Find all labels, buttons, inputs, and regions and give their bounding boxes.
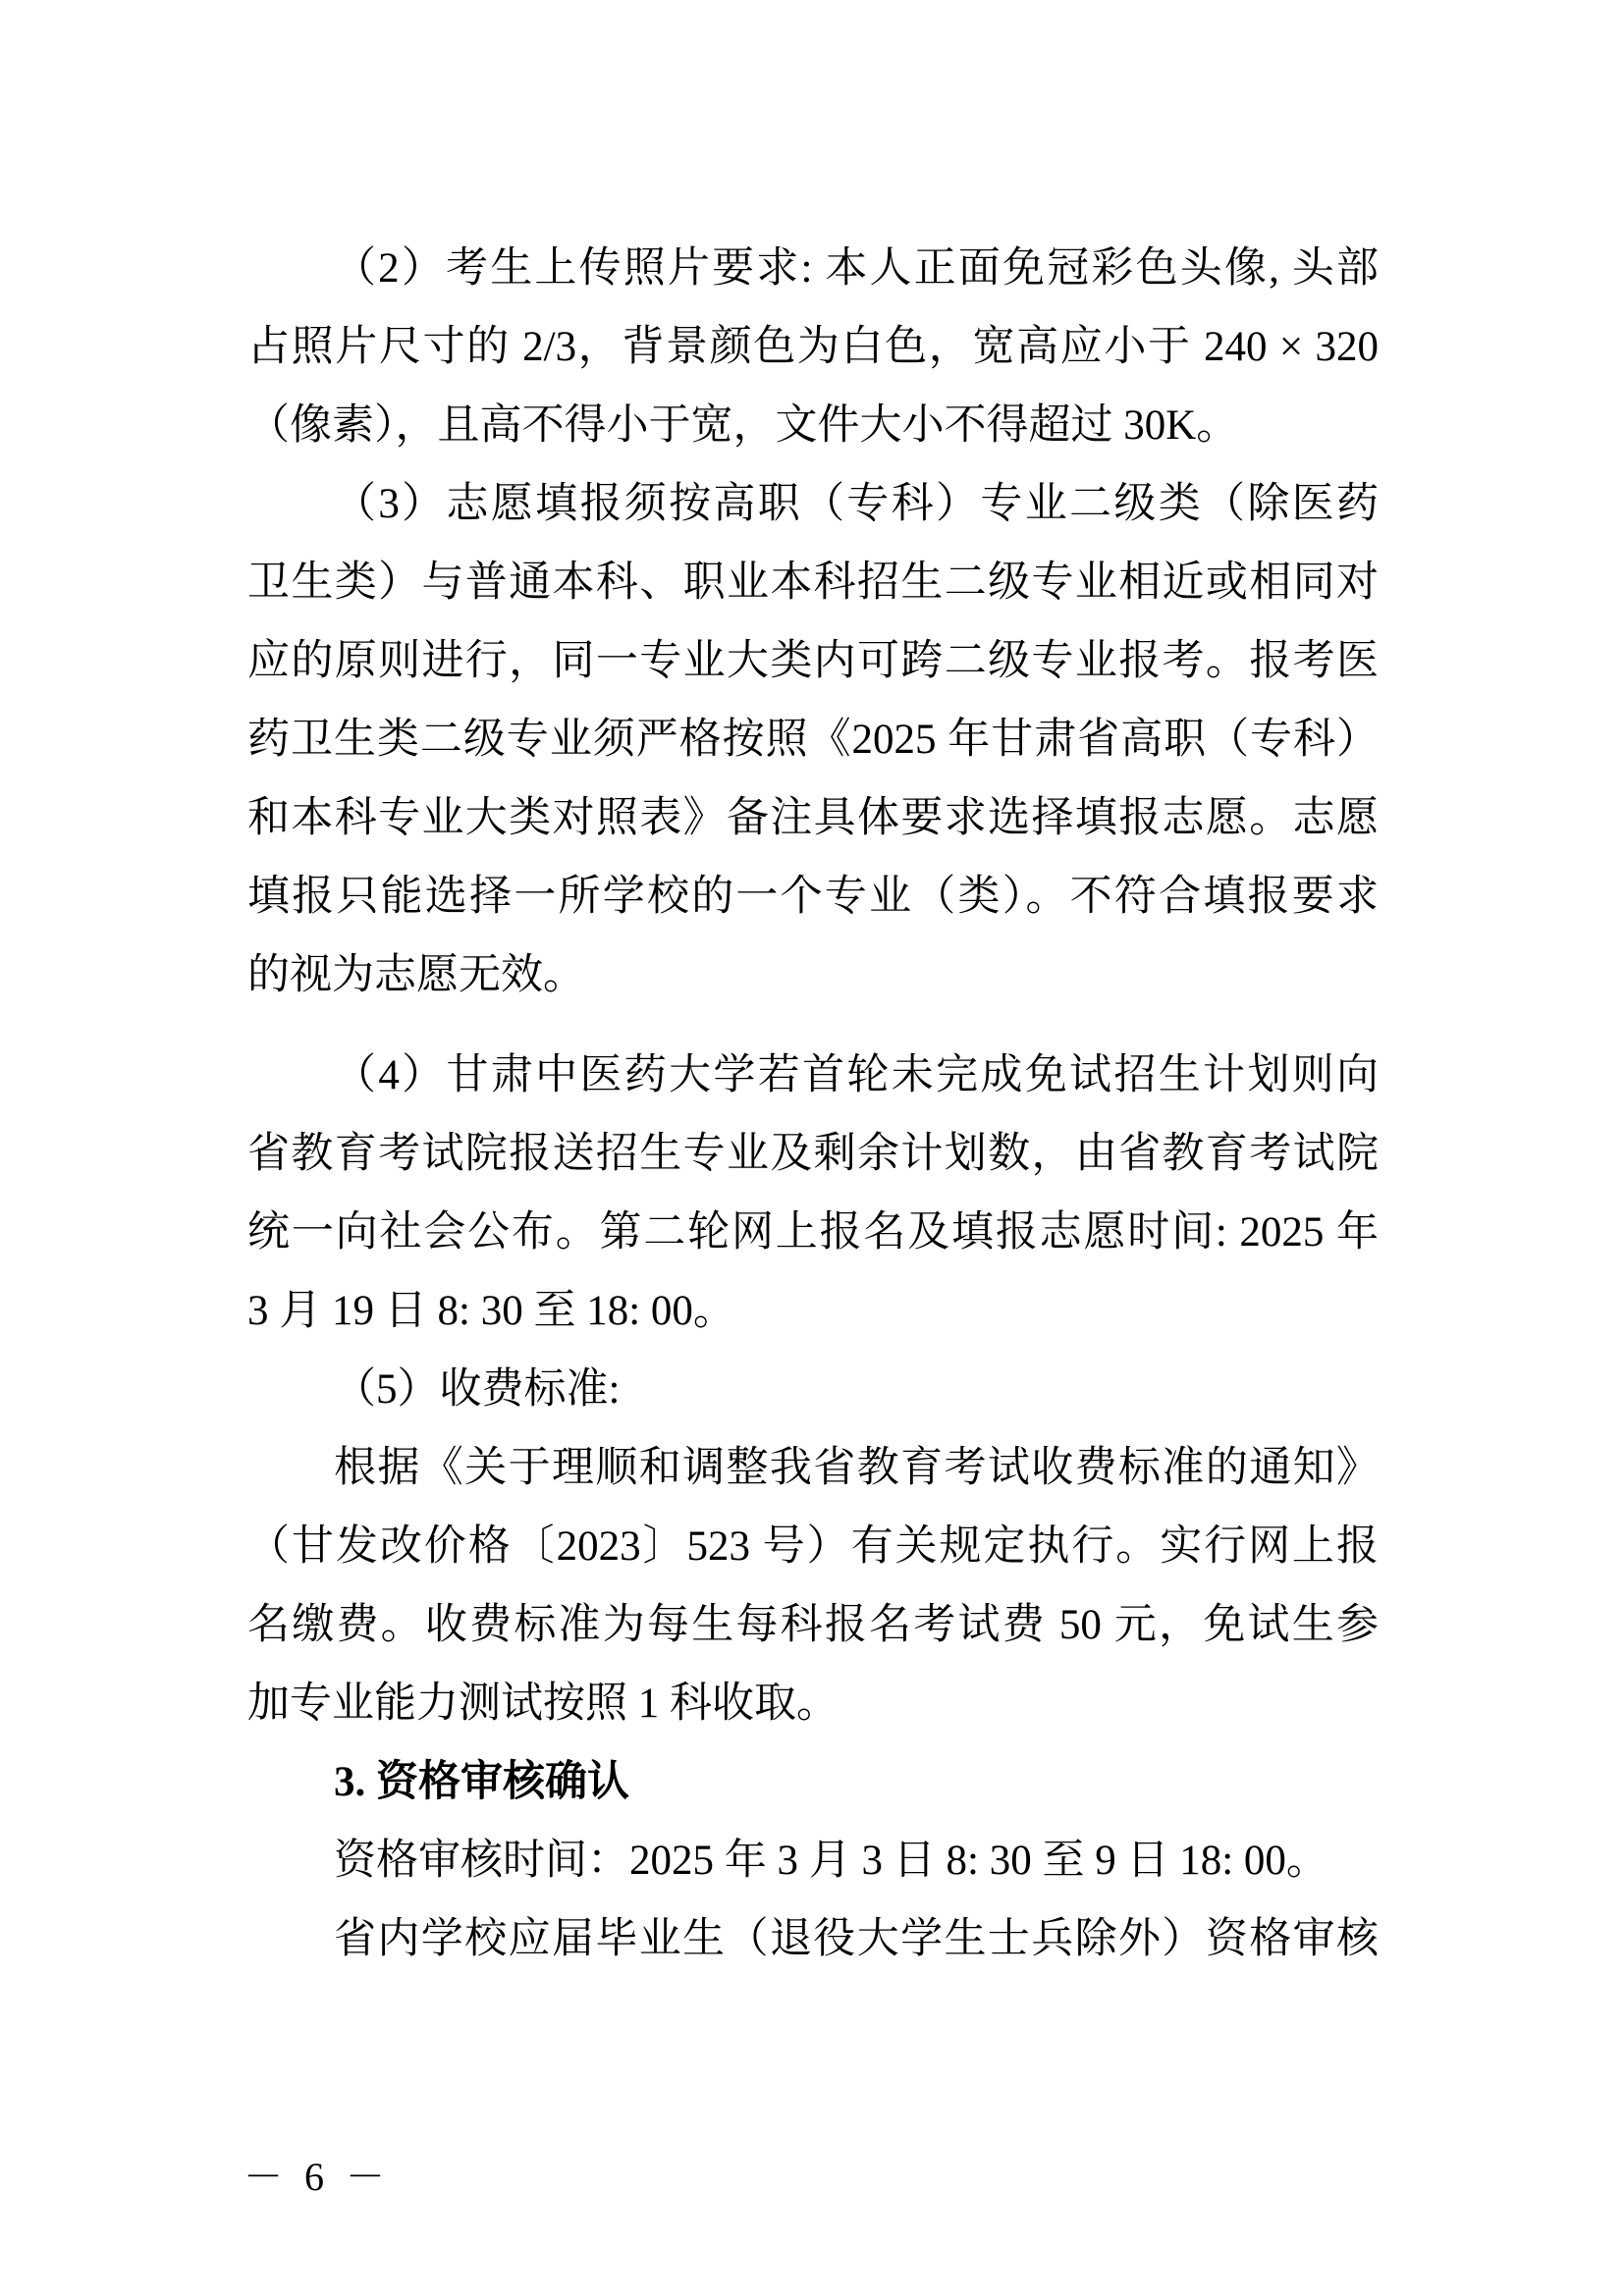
text-line: 药卫生类二级专业须严格按照《2025 年甘肃省高职（专科）	[247, 717, 1379, 763]
document-body	[247, 230, 1379, 1979]
text-line: 省内学校应届毕业生（退役大学生士兵除外）资格审核	[334, 1916, 1379, 1962]
page-number: － 6 －	[244, 2155, 391, 2199]
text-line: 资格审核时间：2025 年 3 月 3 日 8: 30 至 9 日 18: 00。	[334, 1838, 1328, 1884]
text-line: 加专业能力测试按照 1 科收取。	[247, 1681, 839, 1727]
text-line: 应的原则进行，同一专业大类内可跨二级专业报考。报考医	[247, 638, 1379, 684]
text-line: 统一向社会公布。第二轮网上报名及填报志愿时间: 2025 年	[247, 1209, 1379, 1255]
text-line: （像素），且高不得小于宽，文件大小不得超过 30K。	[247, 402, 1239, 449]
text-line: 和本科专业大类对照表》备注具体要求选择填报志愿。志愿	[247, 795, 1379, 841]
text-line: 根据《关于理顺和调整我省教育考试收费标准的通知》	[334, 1445, 1379, 1491]
text-line: （甘发改价格〔2023〕523 号）有关规定执行。实行网上报	[247, 1523, 1379, 1570]
text-line: （4）甘肃中医药大学若首轮未完成免试招生计划则向	[334, 1052, 1379, 1098]
text-line: 省教育考试院报送招生专业及剩余计划数，由省教育考试院	[247, 1131, 1379, 1177]
text-line: 的视为志愿无效。	[247, 952, 585, 998]
text-line: 名缴费。收费标准为每生每科报名考试费 50 元，免试生参	[247, 1602, 1379, 1648]
text-line: 占照片尺寸的 2/3，背景颜色为白色，宽高应小于 240 × 320	[247, 324, 1379, 370]
text-line: 3. 资格审核确认	[334, 1759, 629, 1805]
text-line: （2）考生上传照片要求: 本人正面免冠彩色头像, 头部	[334, 245, 1379, 292]
text-line: （3）志愿填报须按高职（专科）专业二级类（除医药	[334, 481, 1379, 527]
text-line: 填报只能选择一所学校的一个专业（类）。不符合填报要求	[247, 874, 1379, 920]
text-line: 卫生类）与普通本科、职业本科招生二级专业相近或相同对	[247, 560, 1379, 606]
text-line: 3 月 19 日 8: 30 至 18: 00。	[247, 1288, 735, 1334]
text-line: （5）收费标准:	[334, 1366, 621, 1413]
